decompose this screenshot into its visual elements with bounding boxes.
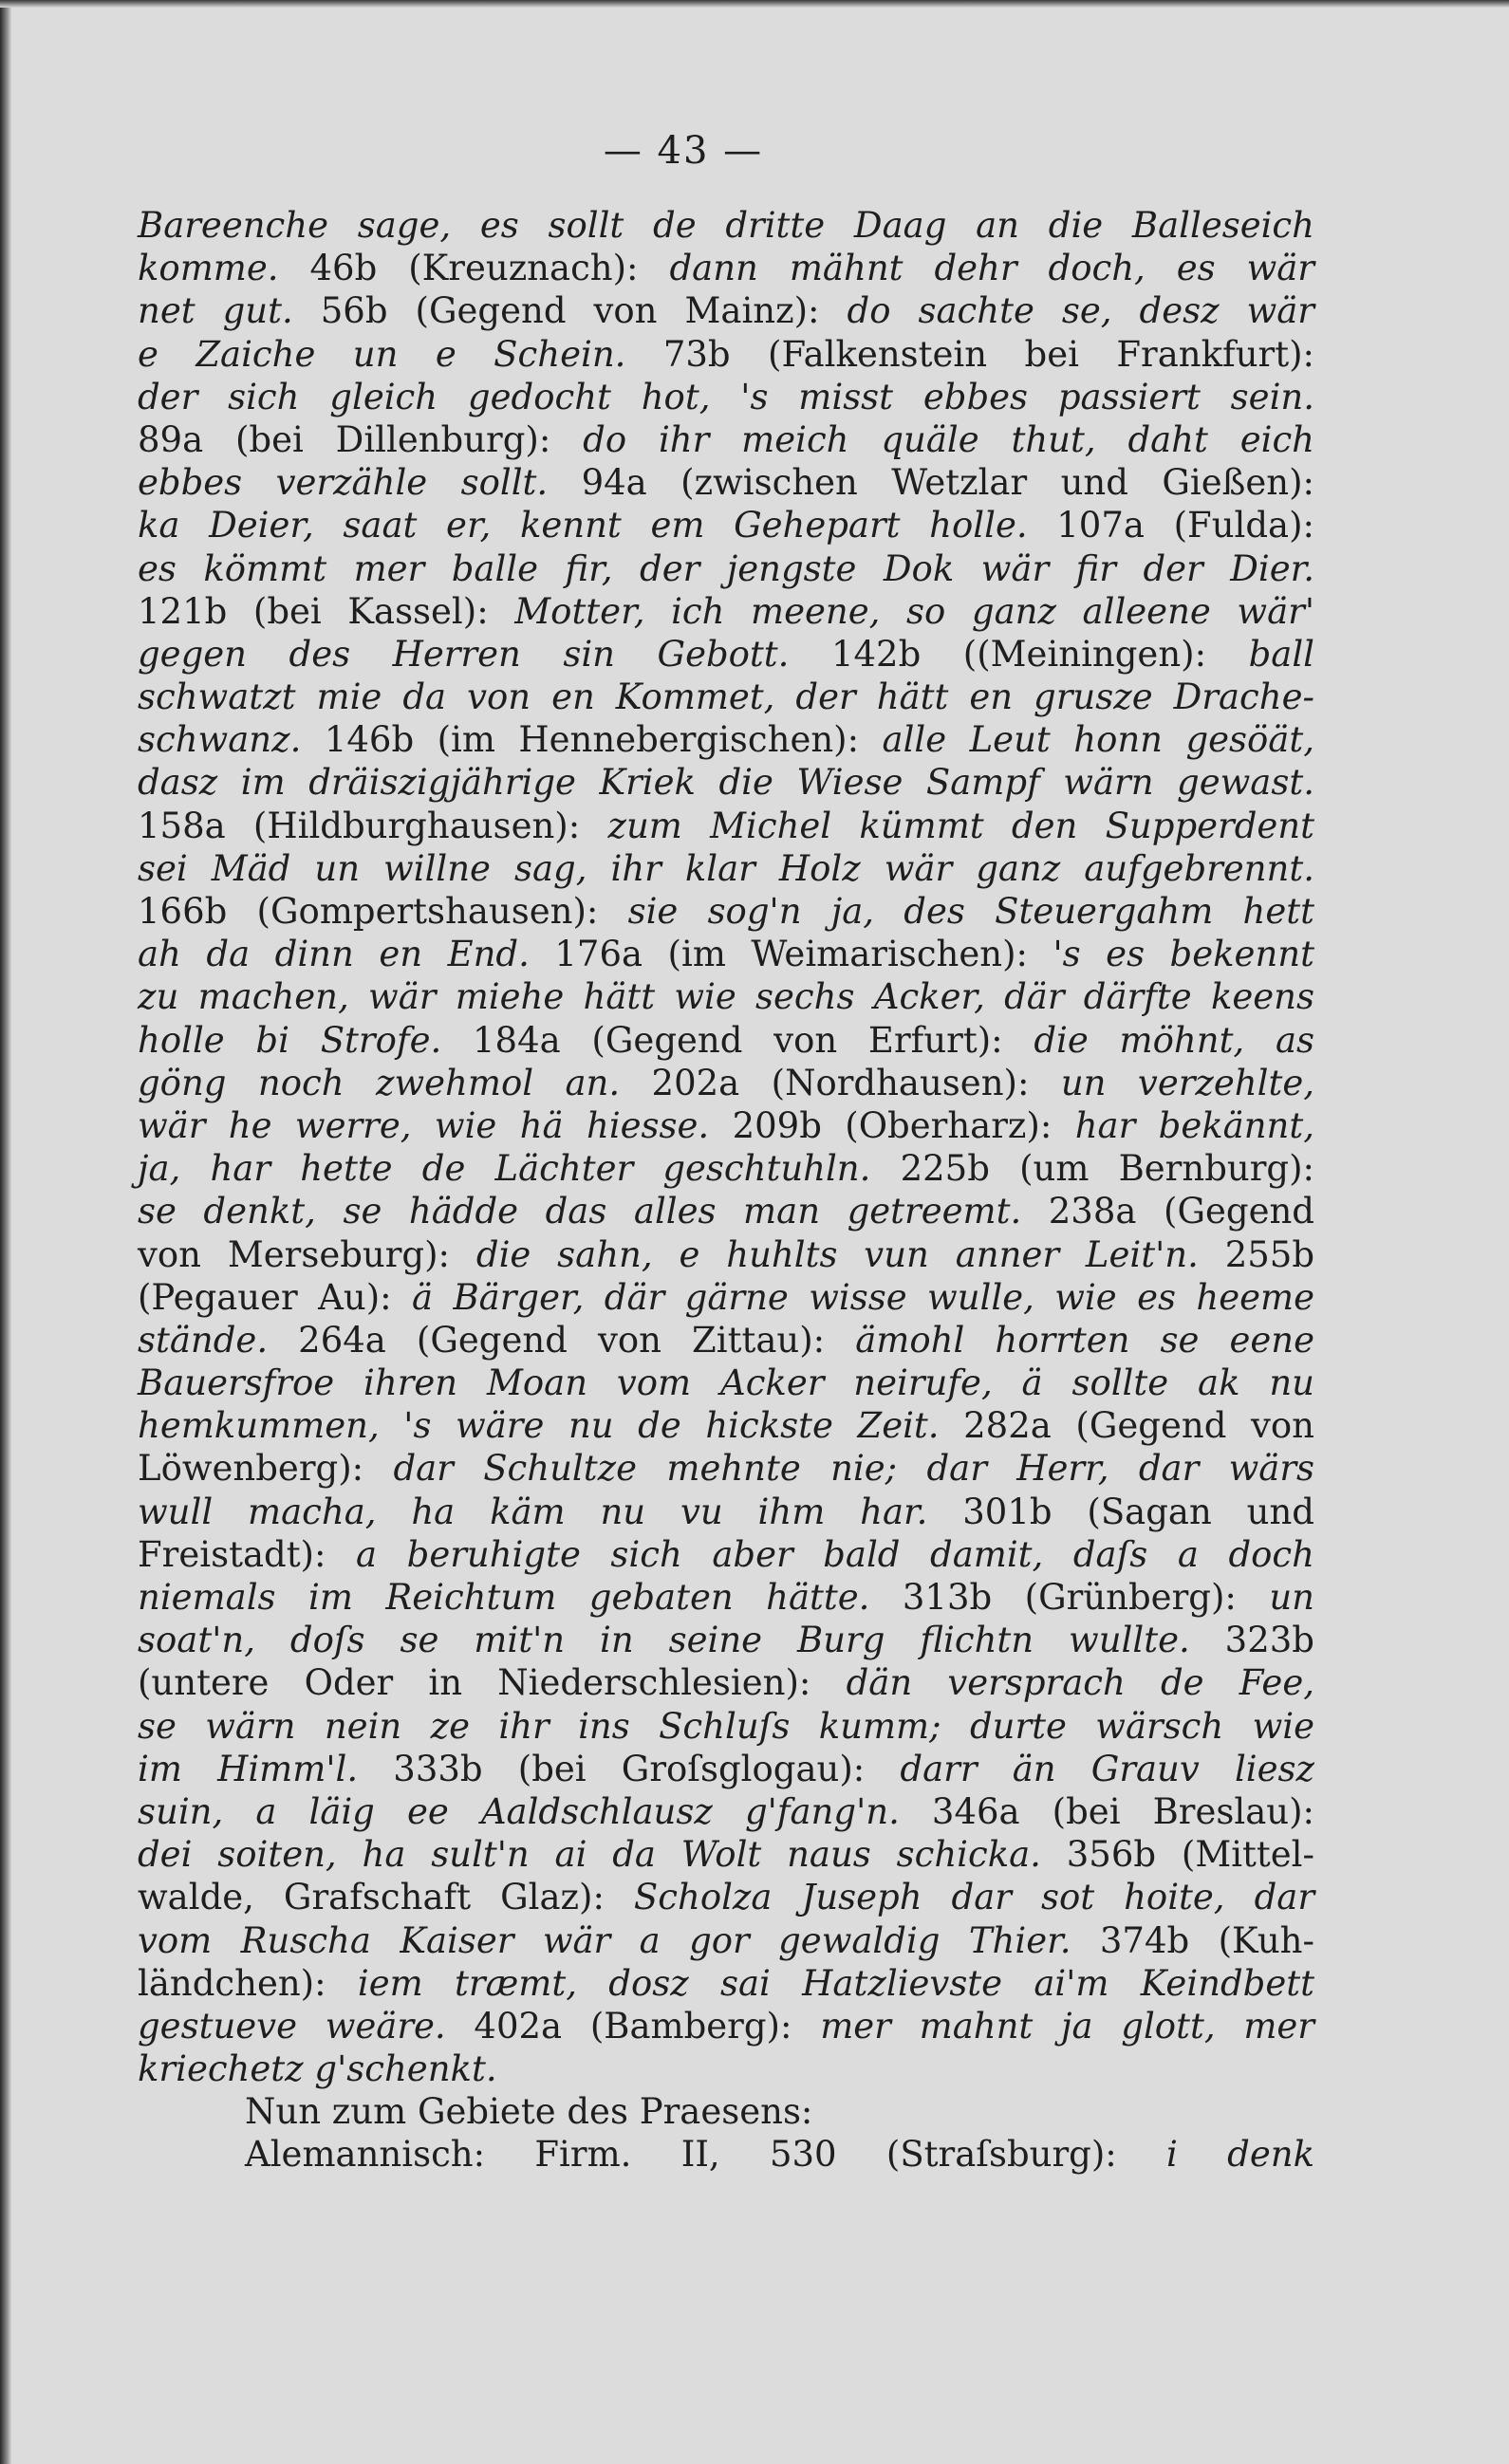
source-reference: 356b (Mittel- [1040, 1834, 1315, 1876]
dialect-quote: schwanz. [138, 719, 302, 761]
text-line [138, 590, 1314, 633]
dialect-quote: ah da dinn en End. [138, 934, 530, 975]
text-line [138, 2005, 1314, 2047]
source-reference: 225b (um Bernburg): [870, 1148, 1314, 1190]
page-number: — 43 — [603, 129, 764, 173]
dialect-quote: soat'n, doſs se mit'n in seine Burg flichtn wullte. [138, 1620, 1190, 1661]
dialect-quote: dar Schultze mehnte nie; dar Herr, dar wärs [393, 1448, 1314, 1490]
dialect-quote: 's es bekennt [1053, 934, 1314, 975]
dialect-quote: e Zaiche un e Schein. [138, 333, 626, 375]
source-reference: (Pegauer Au): [138, 1276, 413, 1318]
text-line [138, 204, 1314, 247]
dialect-quote: ä Bärger, där gärne wisse wulle, wie es heeme [412, 1276, 1314, 1318]
text-line [138, 289, 1314, 332]
source-reference: 89a (bei Dillenburg): [138, 418, 584, 460]
body-text [138, 204, 1314, 2177]
text-line [138, 933, 1314, 975]
dialect-quote: der sich gleich gedocht hot, 's misst ebbes passiert sein. [138, 376, 1314, 417]
text-line [138, 418, 1314, 461]
source-reference: 202a (Nordhausen): [620, 1062, 1061, 1103]
source-reference: 121b (bei Kassel): [138, 590, 515, 632]
text-line [138, 1362, 1314, 1404]
text-line [138, 1533, 1314, 1576]
text-line [138, 1104, 1314, 1147]
page-edge-shadow [0, 0, 11, 2464]
source-reference: 255b [1198, 1233, 1314, 1275]
source-reference: 184a (Gegend von Erfurt): [441, 1019, 1034, 1061]
source-reference: 323b [1189, 1620, 1314, 1661]
source-reference: 176a (im Weimarischen): [529, 934, 1053, 975]
source-reference: 238a (Gegend [1021, 1191, 1314, 1232]
dialect-quote: ämohl horrten se eene [855, 1319, 1314, 1361]
page-top-shadow [0, 0, 1509, 8]
dialect-quote: ja, har hette de Lächter geschtuhln. [138, 1148, 871, 1190]
text-line [138, 1661, 1314, 1704]
dialect-quote: dei soiten, ha sult'n ai da Wolt naus schicka. [138, 1834, 1041, 1876]
dialect-quote: Motter, ich meene, so ganz alleene wär' [514, 590, 1314, 632]
source-reference: walde, Grafschaft Glaz): [138, 1877, 634, 1918]
text-line [138, 461, 1314, 504]
source-reference: 402a (Bamberg): [445, 2005, 821, 2047]
text-line [138, 1062, 1314, 1104]
source-reference: Löwenberg): [138, 1448, 394, 1490]
text-line [138, 1876, 1314, 1918]
dialect-quote: holle bi Strofe. [138, 1019, 442, 1061]
dialect-quote: im Himm'l. [138, 1748, 359, 1789]
source-reference: 46b (Kreuznach): [278, 248, 670, 289]
dialect-quote: Bauersfroe ihren Moan vom Acker neirufe, ä sollte ak nu [138, 1362, 1314, 1404]
dialect-quote: wull macha, ha käm nu vu ihm har. [138, 1491, 928, 1532]
dialect-quote: sei Mäd un willne sag, ihr klar Holz wär ganz aufgebrennt. [138, 847, 1314, 889]
dialect-quote: do ihr meich quäle thut, daht eich [583, 418, 1314, 460]
source-reference: 346a (bei Breslau): [899, 1790, 1314, 1832]
source-reference: 107a (Fulda): [1027, 505, 1314, 547]
dialect-quote: dasz im dräiszigjährige Kriek die Wiese Sampf wärn gewast. [138, 762, 1314, 804]
source-reference: Alemannisch: Firm. II, 530 (Straſsburg): [245, 2134, 1167, 2176]
dialect-quote: schwatzt mie da von en Kommet, der hätt en grusze Drache- [138, 676, 1314, 718]
dialect-quote: do sachte se, desz wär [847, 290, 1314, 332]
text-line [138, 1276, 1314, 1319]
dialect-quote: ka Deier, saat er, kennt em Gehepart holle. [138, 505, 1028, 547]
source-reference: Freistadt): [138, 1533, 357, 1575]
source-reference: 374b (Kuh- [1071, 1919, 1314, 1961]
text-line [138, 1233, 1314, 1276]
dialect-quote: die möhnt, as [1034, 1019, 1314, 1061]
dialect-quote: net gut. [138, 290, 293, 332]
source-reference: 142b ((Meiningen): [789, 633, 1249, 675]
source-reference: Nun zum Gebiete des Praesens: [245, 2091, 813, 2133]
dialect-quote: mer mahnt ja glott, mer [820, 2005, 1314, 2047]
text-line [138, 1576, 1314, 1619]
dialect-quote: gestueve weäre. [138, 2005, 446, 2047]
source-reference: 146b (im Hennebergischen): [301, 719, 883, 761]
source-reference: 301b (Sagan und [927, 1491, 1314, 1532]
text-line [138, 761, 1314, 804]
text-line [138, 247, 1314, 289]
source-reference: 94a (zwischen Wetzlar und Gießen): [548, 462, 1314, 504]
dialect-quote: darr än Grauv liesz [900, 1748, 1314, 1789]
dialect-quote: ebbes verzähle sollt. [138, 462, 549, 504]
text-line [138, 1491, 1314, 1533]
text-line [138, 1447, 1314, 1490]
dialect-quote: Bareenche sage, es sollt de dritte Daag an die Balleseich [138, 205, 1314, 246]
source-reference: 209b (Oberharz): [709, 1104, 1075, 1146]
dialect-quote: alle Leut honn gesöät, [882, 719, 1314, 761]
text-line [138, 547, 1314, 590]
text-line [138, 2133, 1314, 2176]
dialect-quote: a beruhigte sich aber bald damit, daſs a doch [356, 1533, 1314, 1575]
source-reference: 333b (bei Groſsglogau): [358, 1748, 901, 1789]
text-line [138, 676, 1314, 718]
dialect-quote: zu machen, wär miehe hätt wie sechs Acker, där därfte keens [138, 976, 1314, 1018]
dialect-quote: es kömmt mer balle fir, der jengste Dok wär fir der Dier. [138, 547, 1314, 589]
text-line [138, 2090, 1314, 2133]
source-reference: 56b (Gegend von Mainz): [292, 290, 848, 332]
text-line [138, 1919, 1314, 1962]
dialect-quote: dann mähnt dehr doch, es wär [669, 248, 1314, 289]
text-line [138, 975, 1314, 1018]
dialect-quote: i denk [1166, 2134, 1314, 2176]
text-line [138, 1019, 1314, 1062]
dialect-quote: niemals im Reichtum gebaten hätte. [138, 1577, 870, 1618]
source-reference: 166b (Gompertshausen): [138, 891, 628, 932]
text-line [138, 1404, 1314, 1447]
text-line [138, 2047, 1314, 2090]
dialect-quote: kriechetz g'schenkt. [138, 2048, 497, 2090]
dialect-quote: sie sog'n ja, des Steuergahm hett [627, 891, 1315, 932]
dialect-quote: Scholza Juseph dar sot hoite, dar [633, 1877, 1315, 1918]
dialect-quote: ball [1248, 633, 1314, 675]
source-reference: 313b (Grünberg): [869, 1577, 1270, 1618]
text-line [138, 1833, 1314, 1876]
dialect-quote: zum Michel kümmt den Supperdent [607, 805, 1314, 846]
dialect-quote: un verzehlte, [1060, 1062, 1314, 1103]
dialect-quote: göng noch zwehmol an. [138, 1062, 621, 1103]
dialect-quote: komme. [138, 248, 279, 289]
dialect-quote: dän versprach de Fee, [846, 1662, 1314, 1704]
dialect-quote: hemkummen, 's wäre nu de hickste Zeit. [138, 1405, 940, 1447]
source-reference: (untere Oder in Niederschlesien): [138, 1662, 847, 1704]
text-line [138, 805, 1314, 847]
text-line [138, 1748, 1314, 1790]
text-line [138, 504, 1314, 547]
dialect-quote: se denkt, se hädde das alles man getreemt. [138, 1191, 1022, 1232]
dialect-quote: wär he werre, wie hä hiesse. [138, 1104, 710, 1146]
dialect-quote: stände. [138, 1319, 269, 1361]
dialect-quote: har bekännt, [1074, 1104, 1315, 1146]
source-reference: 73b (Falkenstein bei Frankfurt): [625, 333, 1314, 375]
text-line [138, 333, 1314, 376]
text-line [138, 1147, 1314, 1190]
text-line [138, 1319, 1314, 1362]
text-line [138, 1790, 1314, 1833]
dialect-quote: vom Ruscha Kaiser wär a gor gewaldig Thier. [138, 1919, 1071, 1961]
text-line [138, 718, 1314, 761]
source-reference: 282a (Gegend von [939, 1405, 1314, 1447]
dialect-quote: die sahn, e huhlts vun anner Leit'n. [475, 1233, 1199, 1275]
source-reference: von Merseburg): [138, 1233, 476, 1275]
text-line [138, 890, 1314, 933]
source-reference: 264a (Gegend von Zittau): [268, 1319, 856, 1361]
dialect-quote: un [1269, 1577, 1314, 1618]
source-reference: ländchen): [138, 1962, 358, 2004]
text-line [138, 1705, 1314, 1748]
source-reference: 158a (Hildburghausen): [138, 805, 608, 846]
text-line [138, 633, 1314, 676]
text-line [138, 1619, 1314, 1661]
dialect-quote: suin, a läig ee Aaldschlausz g'fang'n. [138, 1790, 900, 1832]
dialect-quote: se wärn nein ze ihr ins Schluſs kumm; durte wärsch wie [138, 1705, 1314, 1747]
text-line [138, 1190, 1314, 1232]
text-line [138, 1962, 1314, 2005]
text-line [138, 847, 1314, 890]
text-line [138, 376, 1314, 418]
dialect-quote: gegen des Herren sin Gebott. [138, 633, 790, 675]
dialect-quote: iem træmt, dosz sai Hatzlievste ai'm Keindbett [357, 1962, 1314, 2004]
